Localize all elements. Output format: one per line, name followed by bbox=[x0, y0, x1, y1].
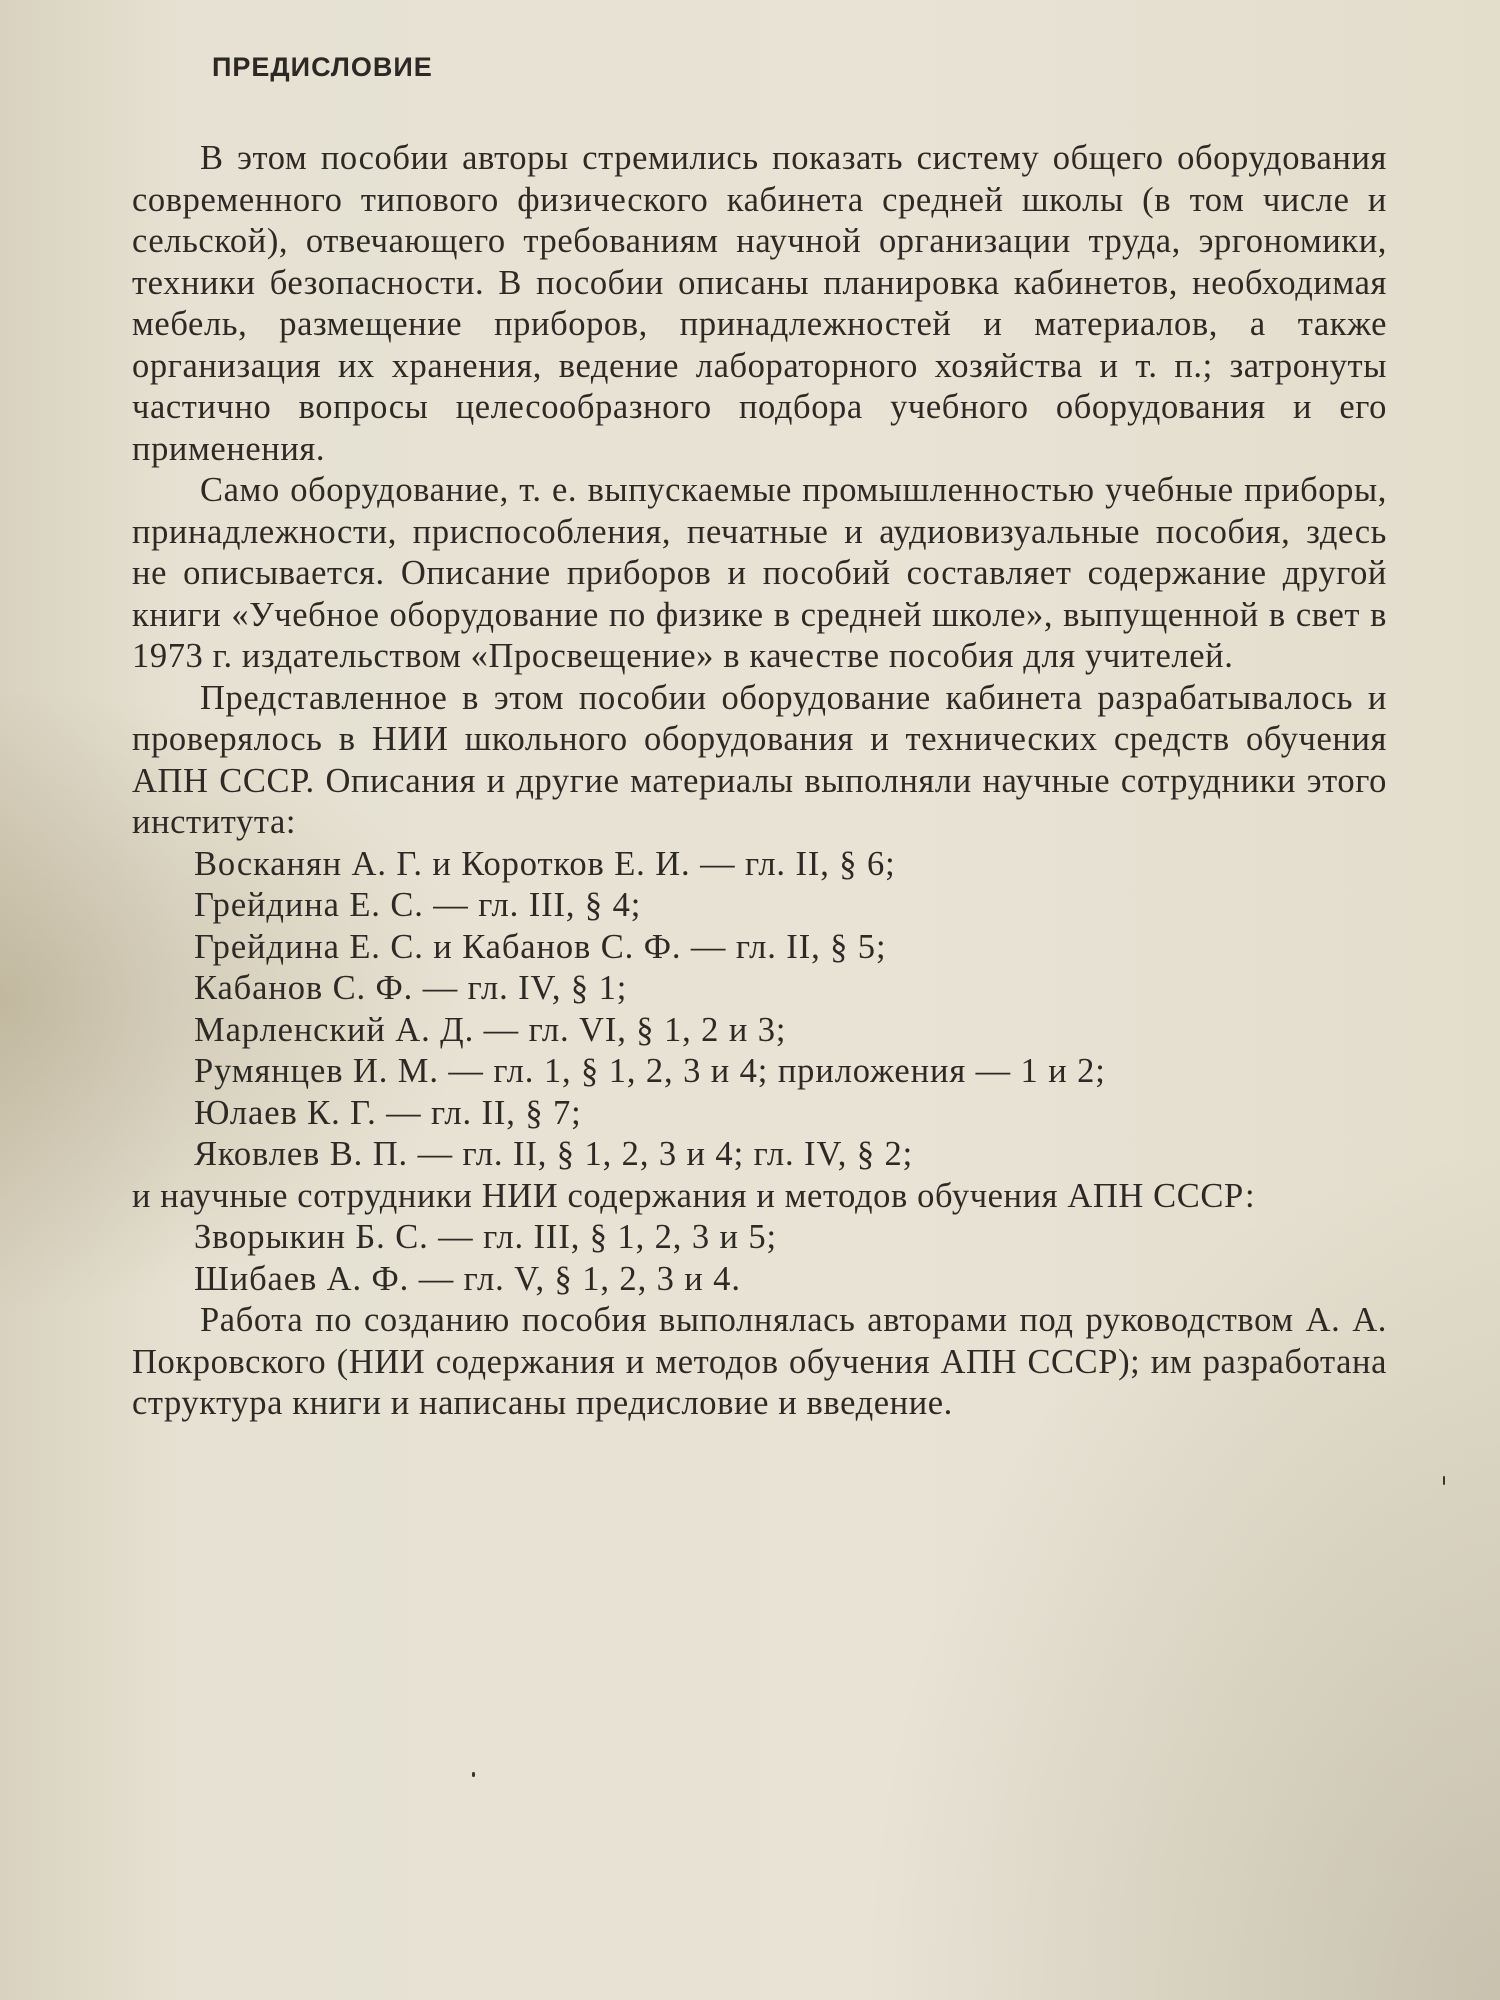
contributor-entry: Грейдина Е. С. и Кабанов С. Ф. — гл. II, § 5; bbox=[194, 927, 887, 966]
contributor-entry: Кабанов С. Ф. — гл. IV, § 1; bbox=[194, 969, 628, 1007]
paper-speck bbox=[472, 1772, 475, 1777]
contributor-entry: Яковлев В. П. — гл. II, § 1, 2, 3 и 4; гл. IV, § 2; bbox=[194, 1135, 914, 1173]
paragraph-second-institute: и научные сотрудники НИИ содержания и методов обучения АПН СССР: bbox=[132, 1176, 1256, 1215]
contributor-entry: Грейдина Е. С. — гл. III, § 4; bbox=[194, 886, 642, 924]
paragraph-equipment: Само оборудование, т. е. выпускаемые промышленностью учебные приборы, принадлежности, приспособления, печатные и аудиовизуальные пособия, здесь не описывается. Описание приборов и пособий составляет содержание другой книги «Учебное оборудование по физике в средней школе», выпущенной в свет в 1973 г. издательством «Просвещение» в качестве пособия для учителей. bbox=[132, 471, 1387, 675]
contributor-entry: Юлаев К. Г. — гл. II, § 7; bbox=[194, 1093, 582, 1132]
contributor-entry: Восканян А. Г. и Коротков Е. И. — гл. II, § 6; bbox=[194, 844, 896, 883]
contributor-entry: Шибаев А. Ф. — гл. V, § 1, 2, 3 и 4. bbox=[194, 1259, 741, 1298]
preface-body bbox=[132, 138, 1387, 1425]
contributors-list-institute-2 bbox=[132, 1217, 1387, 1300]
paragraph-development: Представленное в этом пособии оборудование кабинета разрабатывалось и проверялось в НИИ школьного оборудования и технических средств обучения АПН СССР. Описания и другие материалы выполняли научные сотрудники этого института: bbox=[132, 678, 1387, 841]
paragraph-supervision: Работа по созданию пособия выполнялась авторами под руководством А. А. Покровского (НИИ содержания и методов обучения АПН СССР); им разработана структура книги и написаны предисловие и введение. bbox=[132, 1301, 1387, 1422]
page-heading: ПРЕДИСЛОВИЕ bbox=[212, 52, 433, 82]
paragraph-purpose: В этом пособии авторы стремились показать систему общего оборудования современного типового физического кабинета средней школы (в том числе и сельской), отвечающего требованиям научной организации труда, эргономики, техники безопасности. В пособии описаны планировка кабинетов, необходимая мебель, размещение приборов, принадлежностей и материалов, а также организация их хранения, ведение лабораторного хозяйства и т. п.; затронуты частично вопросы целесообразного подбора учебного оборудования и его применения. bbox=[132, 139, 1387, 468]
contributors-list-institute-1 bbox=[132, 844, 1387, 1176]
contributor-entry: Марленский А. Д. — гл. VI, § 1, 2 и 3; bbox=[194, 1010, 787, 1049]
contributor-entry: Румянцев И. М. — гл. 1, § 1, 2, 3 и 4; приложения — 1 и 2; bbox=[194, 1052, 1106, 1090]
contributor-entry: Зворыкин Б. С. — гл. III, § 1, 2, 3 и 5; bbox=[194, 1218, 778, 1256]
paper-speck bbox=[1443, 1476, 1445, 1485]
